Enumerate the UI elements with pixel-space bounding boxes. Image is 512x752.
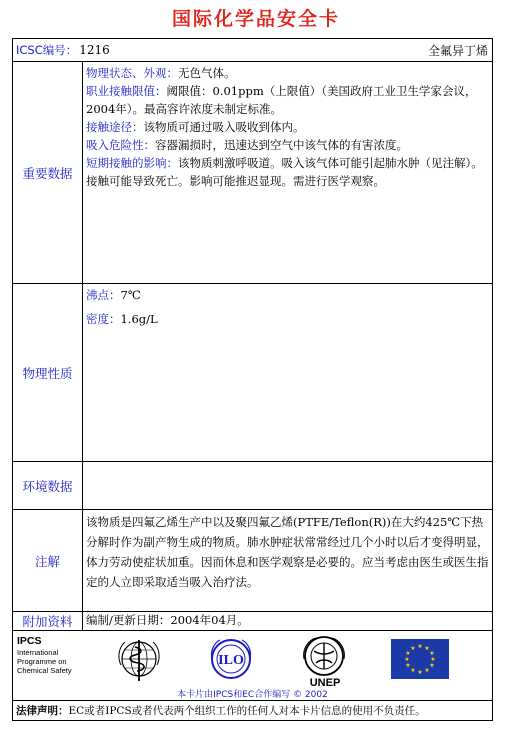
ipcs-line-2: Programme on bbox=[17, 657, 67, 666]
important-data-content bbox=[83, 62, 492, 283]
ipcs-line-1: International bbox=[17, 648, 59, 657]
environment-data-label: 环境数据 bbox=[13, 462, 83, 509]
physical-properties-content bbox=[83, 284, 492, 461]
legal-text: EC或者IPCS或者代表两个组织工作的任何人对本卡片信息的使用不负责任。 bbox=[68, 705, 426, 717]
physical-properties-row bbox=[13, 283, 492, 461]
legal-label: 法律声明： bbox=[16, 705, 69, 717]
important-data-row bbox=[13, 61, 492, 283]
svg-text:★: ★ bbox=[429, 662, 435, 669]
ipcs-block bbox=[17, 635, 97, 675]
svg-text:★: ★ bbox=[430, 656, 436, 663]
density-value: 1.6g/L bbox=[120, 312, 158, 326]
svg-text:★: ★ bbox=[429, 650, 435, 657]
boiling-point-label: 沸点： bbox=[86, 288, 121, 302]
environment-data-content bbox=[83, 462, 492, 509]
svg-text:★: ★ bbox=[405, 662, 411, 669]
physical-state-text: 无色气体。 bbox=[178, 66, 236, 80]
ipcs-abbr: IPCS bbox=[17, 635, 42, 647]
svg-text:★: ★ bbox=[404, 656, 410, 663]
boiling-point-value: 7℃ bbox=[120, 288, 141, 302]
svg-text:★: ★ bbox=[424, 667, 430, 674]
important-data-label: 重要数据 bbox=[13, 62, 83, 283]
svg-text:★: ★ bbox=[410, 645, 416, 652]
chemical-name: 全氟异丁烯 bbox=[427, 43, 488, 58]
unep-logo-icon bbox=[298, 635, 350, 679]
ipcs-line-3: Chemical Safety bbox=[17, 666, 72, 675]
notes-content: 该物质是四氟乙烯生产中以及聚四氟乙烯(PTFE/Teflon(R))在大约425℃下热分解时作为副产物生成的物质。肺水肿症状常常经过几个小时以后才变得明显，体力劳动使症状加重。因而休息和医学观察是必要的。应当考虑由医生或医生指定的人立即采取适当吸入治疗法。 bbox=[86, 515, 489, 589]
icsc-number-block bbox=[16, 42, 110, 58]
short-term-label: 短期接触的影响： bbox=[86, 156, 178, 170]
svg-text:★: ★ bbox=[424, 645, 430, 652]
route-label: 接触途径： bbox=[86, 120, 144, 134]
environment-data-row bbox=[13, 461, 492, 509]
inhalation-text: 容器漏损时，迅速达到空气中该气体的有害浓度。 bbox=[155, 138, 408, 152]
short-term-text: 该物质刺激呼吸道。吸入该气体可能引起肺水肿（见注解）。接触可能导致死亡。影响可能推迟显现。需进行医学观察。 bbox=[86, 156, 483, 188]
additional-info-label: 附加资料 bbox=[13, 612, 83, 630]
ilo-logo-icon bbox=[205, 635, 257, 685]
exposure-limit-label: 职业接触限值： bbox=[86, 84, 167, 98]
eu-flag-icon bbox=[391, 639, 449, 679]
notes-label: 注解 bbox=[13, 510, 83, 611]
logos-row bbox=[13, 630, 492, 700]
notes-row bbox=[13, 509, 492, 611]
inhalation-label: 吸入危险性： bbox=[86, 138, 155, 152]
icsc-number: 1216 bbox=[79, 43, 110, 57]
svg-text:★: ★ bbox=[405, 650, 411, 657]
ilo-logo-text: ILO bbox=[218, 653, 244, 668]
unep-logo-text: UNEP bbox=[309, 677, 341, 689]
card-title: 国际化学品安全卡 bbox=[171, 8, 340, 30]
physical-properties-label: 物理性质 bbox=[13, 284, 83, 461]
route-text: 该物质可通过吸入吸收到体内。 bbox=[143, 120, 305, 134]
legal-row bbox=[13, 700, 492, 720]
physical-state-label: 物理状态、外观： bbox=[86, 66, 178, 80]
additional-info-row bbox=[13, 611, 492, 630]
density-label: 密度： bbox=[86, 312, 121, 326]
who-logo-icon bbox=[113, 635, 165, 685]
svg-text:★: ★ bbox=[417, 643, 423, 650]
svg-text:★: ★ bbox=[417, 669, 423, 676]
additional-info-content: 编制/更新日期：2004年04月。 bbox=[86, 613, 249, 627]
exposure-limit-text: 阈限值：0.01ppm（上限值）（美国政府工业卫生学家会议，2004年）。最高容许浓度未制定标准。 bbox=[86, 84, 477, 116]
header-row bbox=[13, 39, 492, 61]
svg-text:★: ★ bbox=[410, 667, 416, 674]
cooperation-note: 本卡片由IPCS和EC合作编写 © 2002 bbox=[177, 690, 328, 700]
icsc-card bbox=[12, 38, 493, 721]
icsc-label: ICSC编号： bbox=[16, 43, 78, 57]
